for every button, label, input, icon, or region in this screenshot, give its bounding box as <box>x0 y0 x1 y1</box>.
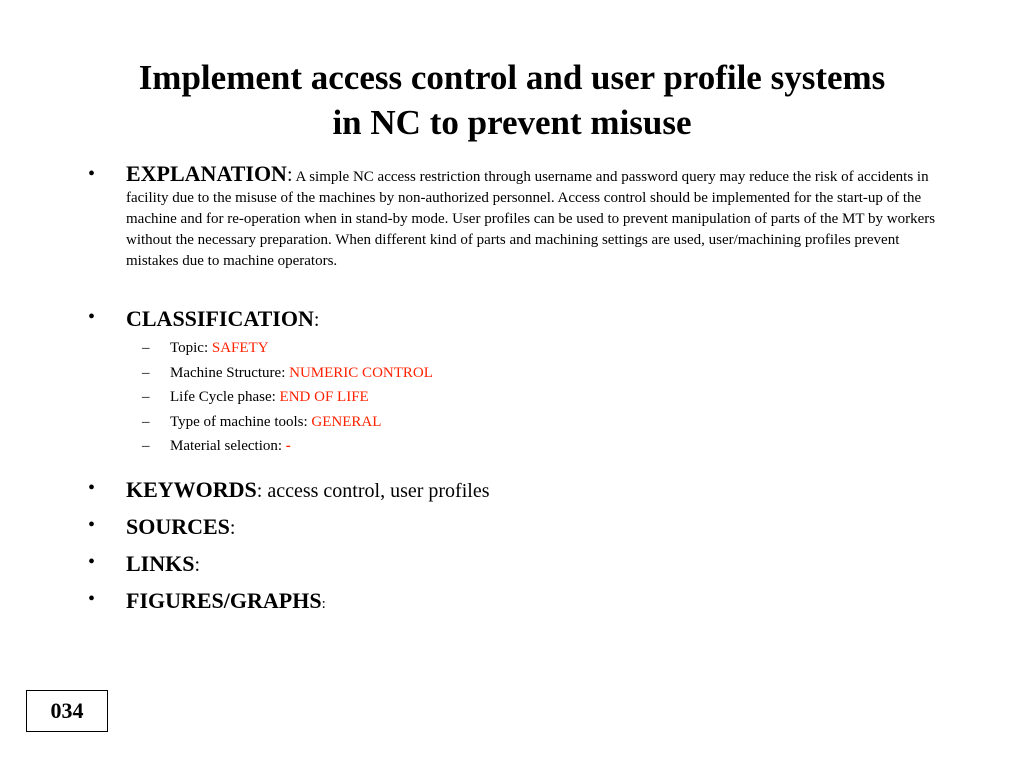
dash-icon: – <box>142 340 150 356</box>
explanation-label: EXPLANATION <box>126 161 287 186</box>
classification-item-value: SAFETY <box>211 340 269 356</box>
classification-item-value: END OF LIFE <box>279 389 369 405</box>
classification-colon: : <box>313 309 320 331</box>
bullet-icon: • <box>88 514 96 536</box>
keywords-value: : access control, user profiles <box>256 480 490 502</box>
bullet-icon: • <box>88 551 96 573</box>
slide-title-line1: Implement access control and user profile systems <box>138 58 886 97</box>
classification-item-label: Life Cycle phase: <box>170 389 276 405</box>
bullet-icon: • <box>88 477 96 499</box>
keywords-bullet <box>88 477 948 503</box>
classification-item-label: Material selection: <box>170 438 283 454</box>
classification-item-machine-tools <box>142 414 381 431</box>
explanation-bullet <box>88 163 948 272</box>
explanation-colon: : <box>286 164 293 186</box>
explanation-text: A simple NC access restriction through username and password query may reduce the risk of accidents in facility due to the misuse of the machines by non-authorized personnel. Access control should be implemented for the start-up of the machine and for re-operation when in stand-by mode. User profiles can be used to prevent manipulation of parts of the MT by workers without the necessary preparation. When different kind of parts and machining settings are used, user/machining profiles prevent mistakes due to machine operators. <box>126 169 936 269</box>
keywords-label: KEYWORDS <box>126 477 257 502</box>
bullet-icon: • <box>88 163 96 185</box>
classification-item-label: Machine Structure: <box>170 365 286 381</box>
slide-number: 034 <box>50 698 84 723</box>
dash-icon: – <box>142 389 150 405</box>
bullet-icon: • <box>88 306 96 328</box>
dash-icon: – <box>142 438 150 454</box>
slide-title-line2: in NC to prevent misuse <box>332 103 692 142</box>
figures-label: FIGURES/GRAPHS <box>126 588 322 613</box>
links-label: LINKS <box>126 551 195 576</box>
classification-item-material <box>142 438 291 455</box>
sources-colon: : <box>229 517 236 539</box>
bullet-icon: • <box>88 588 96 610</box>
classification-item-value: GENERAL <box>311 414 382 430</box>
links-bullet <box>88 551 948 577</box>
sources-label: SOURCES <box>126 514 230 539</box>
classification-item-label: Type of machine tools: <box>170 414 308 430</box>
classification-label: CLASSIFICATION <box>126 306 314 331</box>
dash-icon: – <box>142 365 150 381</box>
classification-bullet <box>88 306 948 332</box>
figures-colon: : <box>321 596 326 612</box>
classification-item-label: Topic: <box>170 340 209 356</box>
sources-bullet <box>88 514 948 540</box>
dash-icon: – <box>142 414 150 430</box>
links-colon: : <box>194 554 201 576</box>
classification-item-value: NUMERIC CONTROL <box>289 365 433 381</box>
classification-item-life-cycle <box>142 389 369 406</box>
classification-item-value: - <box>285 438 291 454</box>
slide-title <box>60 55 964 145</box>
slide-number-box <box>26 690 108 732</box>
figures-bullet <box>88 588 948 614</box>
classification-item-machine-structure <box>142 365 433 382</box>
classification-item-topic <box>142 340 269 357</box>
